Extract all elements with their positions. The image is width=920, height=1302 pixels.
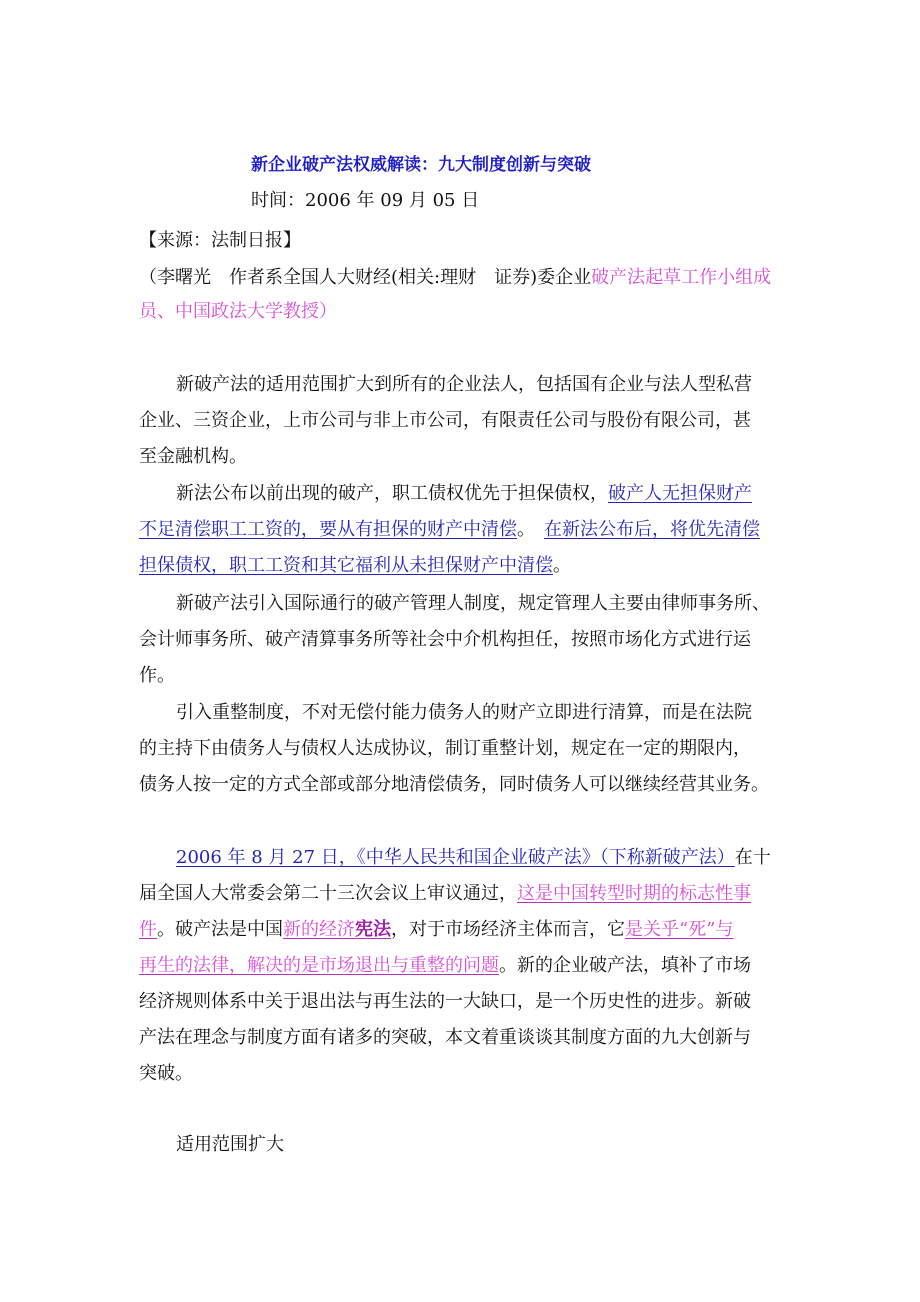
author-title-highlight: 破产法起草工作小组成 xyxy=(591,267,772,288)
paragraph-5-line-6: 产法在理念与制度方面有诸多的突破，本文着重谈谈其制度方面的九大创新与 xyxy=(139,1027,751,1048)
source-line: 【来源：法制日报】 xyxy=(139,230,301,251)
paragraph-3-line-2: 会计师事务所、破产清算事务所等社会中介机构担任，按照市场化方式进行运 xyxy=(139,629,751,650)
paragraph-2-text: 新法公布以前出现的破产，职工债权优先于担保债权， xyxy=(176,483,608,504)
paragraph-4-line-3: 债务人按一定的方式全部或部分地清偿债务，同时债务人可以继续经营其业务。 xyxy=(139,774,769,795)
paragraph-4-line-1: 引入重整制度，不对无偿付能力债务人的财产立即进行清算，而是在法院 xyxy=(176,702,752,723)
keyword-constitution: 宪法 xyxy=(355,919,391,940)
paragraph-5-line-2: 届全国人大常委会第二十三次会议上审议通过，这是中国转型时期的标志性事 xyxy=(139,883,751,904)
link-creditor-priority-new-cont[interactable]: 担保债权，职工工资和其它福利从未担保财产中清偿 xyxy=(139,555,553,576)
link-economic-constitution[interactable]: 新的经济宪法 xyxy=(283,919,391,940)
paragraph-2-line-3: 担保债权，职工工资和其它福利从未担保财产中清偿。 xyxy=(139,555,571,576)
author-line-2: 员、中国政法大学教授） xyxy=(139,301,337,322)
link-life-death-law-cont[interactable]: 再生的法律，解决的是市场退出与重整的问题 xyxy=(139,955,499,976)
paragraph-3-line-1: 新破产法引入国际通行的破产管理人制度，规定管理人主要由律师事务所、 xyxy=(176,593,770,614)
paragraph-5-line-1: 2006 年 8 月 27 日，《中华人民共和国企业破产法》（下称新破产法）在十 xyxy=(176,847,771,868)
paragraph-5-line-7: 突破。 xyxy=(139,1063,193,1084)
link-landmark-event[interactable]: 这是中国转型时期的标志性事 xyxy=(517,883,751,904)
paragraph-1-line-1: 新破产法的适用范围扩大到所有的企业法人，包括国有企业与法人型私营 xyxy=(176,374,752,395)
section-heading-scope: 适用范围扩大 xyxy=(176,1134,284,1155)
publish-date: 时间：2006 年 09 月 05 日 xyxy=(251,190,480,211)
paragraph-1-line-2: 企业、三资企业，上市公司与非上市公司，有限责任公司与股份有限公司，甚 xyxy=(139,410,751,431)
link-creditor-priority-old[interactable]: 破产人无担保财产 xyxy=(608,483,752,504)
link-creditor-priority-old-cont[interactable]: 不足清偿职工工资的，要从有担保的财产中清偿 xyxy=(139,519,517,540)
document-title: 新企业破产法权威解读：九大制度创新与突破 xyxy=(251,155,591,175)
paragraph-5-line-4: 再生的法律，解决的是市场退出与重整的问题。新的企业破产法，填补了市场 xyxy=(139,955,751,976)
paragraph-5-line-5: 经济规则体系中关于退出法与再生法的一大缺口，是一个历史性的进步。新破 xyxy=(139,991,751,1012)
link-law-enactment-date[interactable]: 2006 年 8 月 27 日，《中华人民共和国企业破产法》（下称新破产法） xyxy=(176,847,735,868)
author-line-1 xyxy=(139,266,771,290)
link-life-death-law[interactable]: 是关乎“死”与 xyxy=(625,919,734,940)
paragraph-5-line-3: 件。破产法是中国新的经济宪法，对于市场经济主体而言，它是关乎“死”与 xyxy=(139,919,734,940)
link-landmark-event-cont[interactable]: 件 xyxy=(139,919,157,940)
author-prefix: （李曙光 作者系全国人大财经(相关:理财 证券)委企业 xyxy=(139,267,592,288)
paragraph-2-line-1 xyxy=(139,482,752,506)
paragraph-4-line-2: 的主持下由债务人与债权人达成协议，制订重整计划，规定在一定的期限内， xyxy=(139,738,751,759)
paragraph-3-line-3: 作。 xyxy=(139,665,175,686)
paragraph-1-line-3: 至金融机构。 xyxy=(139,446,247,467)
link-creditor-priority-new[interactable]: 在新法公布后，将优先清偿 xyxy=(544,519,760,540)
paragraph-2-line-2: 不足清偿职工工资的，要从有担保的财产中清偿。 在新法公布后，将优先清偿 xyxy=(139,519,760,540)
